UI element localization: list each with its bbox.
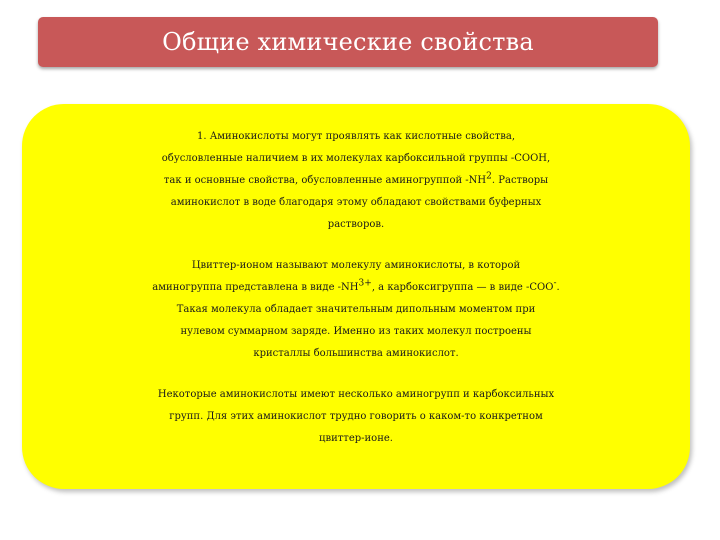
text-line: кристаллы большинства аминокислот. (253, 348, 459, 359)
text-line: растворов. (327, 219, 385, 230)
text-line (22, 170, 690, 192)
text-line: Цвиттер-ионом называют молекулу аминокислоты, в которой (191, 260, 521, 271)
text-line: групп. Для этих аминокислот трудно говорить о каком-то конкретном (169, 411, 543, 422)
text-line: аминокислот в воде благодаря этому обладают свойствами буферных (170, 197, 542, 208)
text-line: цвиттер-ионе. (319, 433, 393, 444)
paragraph-multiple-groups (22, 384, 690, 450)
slide-title: Общие химические свойства (162, 28, 534, 56)
text-fragment: . (556, 282, 560, 293)
superscript: 3+ (358, 278, 372, 289)
text-line: нулевом суммарном заряде. Именно из таких молекул построены (180, 326, 532, 337)
text-line: Такая молекула обладает значительным дипольным моментом при (176, 304, 536, 315)
title-banner (38, 17, 658, 67)
text-fragment: . Растворы (491, 175, 549, 186)
text-line: обусловленные наличием в их молекулах карбоксильной группы -COOH, (161, 153, 551, 164)
text-fragment: , а карбоксигруппа — в виде -COO (371, 282, 554, 293)
content-panel (22, 104, 690, 489)
text-line (22, 277, 690, 299)
paragraph-acid-base-properties (22, 126, 690, 236)
text-line: 1. Аминокислоты могут проявлять как кислотные свойства, (196, 131, 516, 142)
text-line: Некоторые аминокислоты имеют несколько аминогрупп и карбоксильных (157, 389, 555, 400)
superscript: 2 (486, 171, 492, 182)
text-fragment: так и основные свойства, обусловленные аминогруппой -NH (163, 175, 487, 186)
paragraph-zwitterion (22, 255, 690, 365)
superscript: - (553, 278, 557, 289)
text-fragment: аминогруппа представлена в виде -NH (152, 282, 359, 293)
